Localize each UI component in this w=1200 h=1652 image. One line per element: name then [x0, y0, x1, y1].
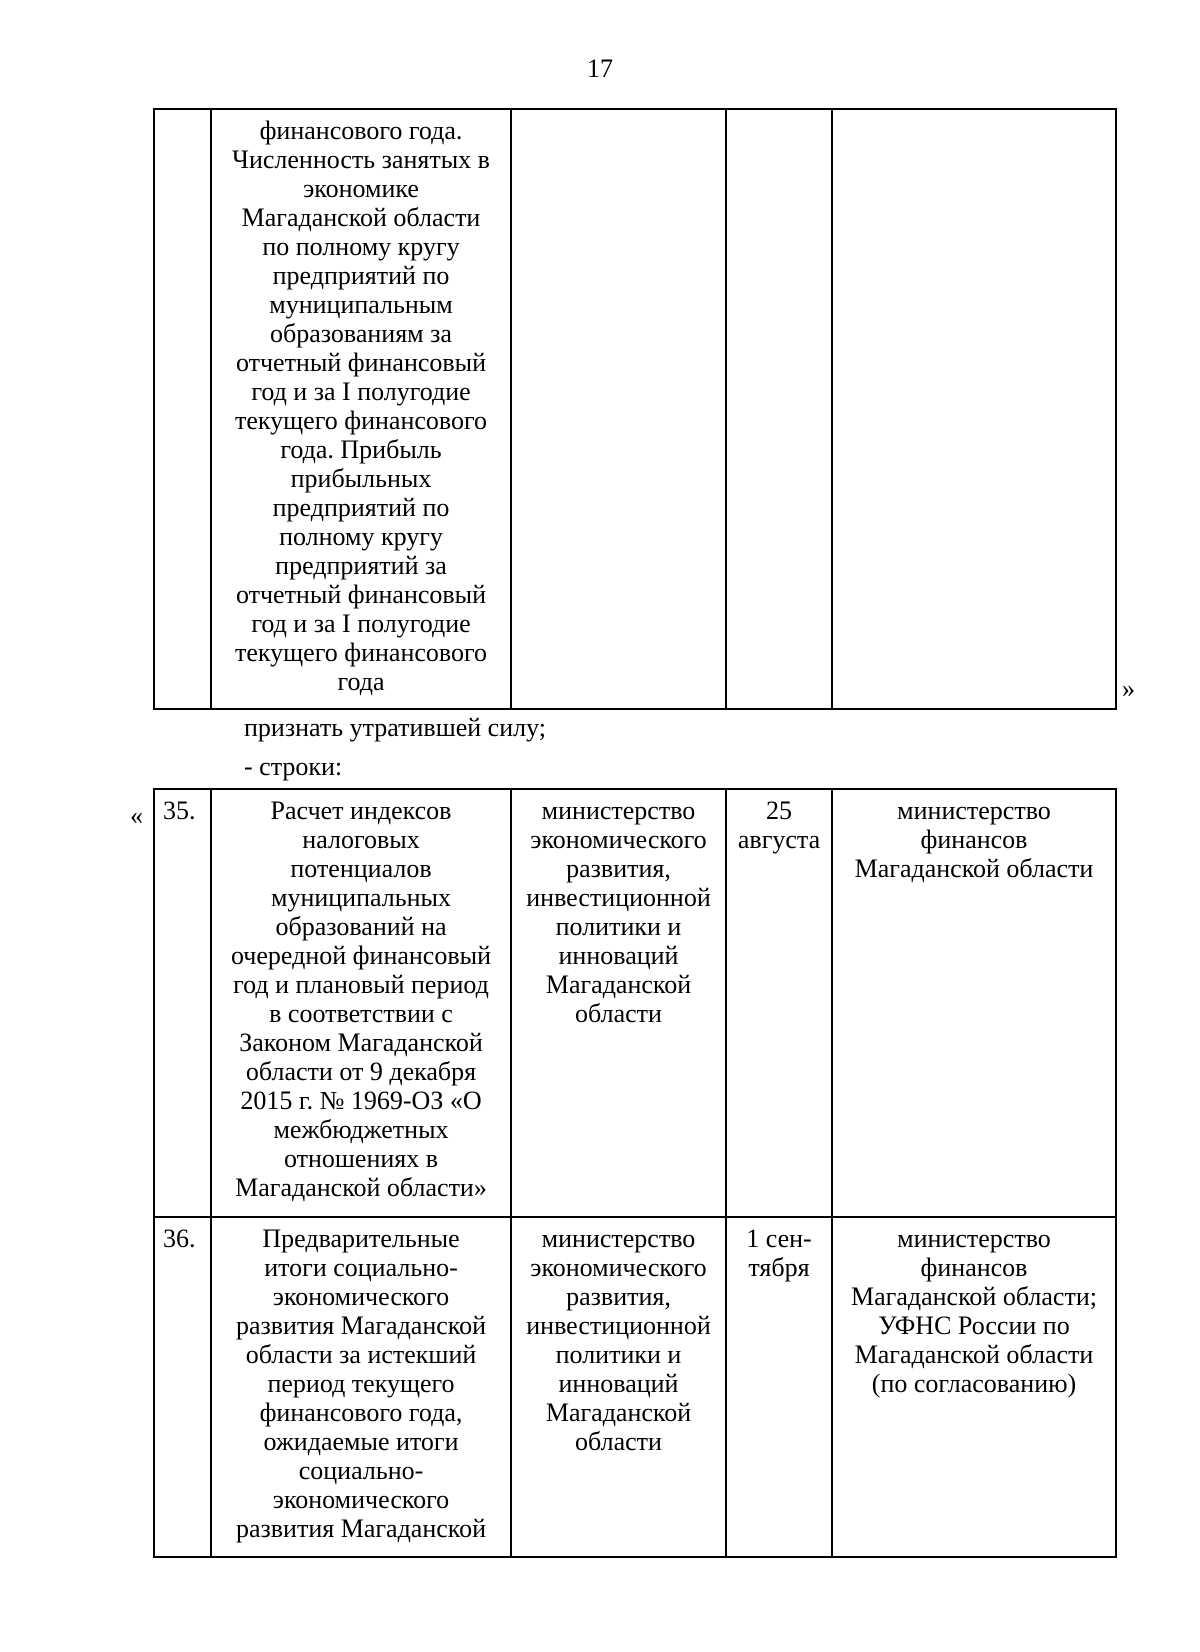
note-invalidate: признать утратившей силу;: [244, 713, 546, 742]
row-number-cell: 36.: [154, 1217, 211, 1557]
note-rows: - строки:: [244, 752, 343, 781]
deadline-cell: 25 августа: [726, 789, 832, 1217]
indicator-name-cell: финансового года. Численность занятых в экономике Магаданской области по полному кругу предприятий по муниципальным образованиям за отчетный финансовый год и за I полугодие текущего финансового года. Прибыль прибыльных предприятий по полному кругу предприятий за отчетный финансовый год и за I полугодие текущего финансового года: [211, 109, 511, 709]
new-rows-table: [153, 788, 1117, 1558]
table-row: [154, 789, 1116, 1217]
recipient-cell: [832, 109, 1116, 709]
deadline-cell: [726, 109, 832, 709]
deadline-cell: 1 сен- тября: [726, 1217, 832, 1557]
indicator-name-cell: Предварительные итоги социально- экономического развития Магаданской области за истекший период текущего финансового года, ожидаемые итоги социально- экономического развития Магаданской: [211, 1217, 511, 1557]
row-number-cell: [154, 109, 211, 709]
responsible-cell: [511, 109, 726, 709]
recipient-cell: министерство финансов Магаданской области: [832, 789, 1116, 1217]
indicator-name-cell: Расчет индексов налоговых потенциалов муниципальных образований на очередной финансовый год и плановый период в соответствии с Законом Магаданской области от 9 декабря 2015 г. № 1969-ОЗ «О межбюджетных отношениях в Магаданской области»: [211, 789, 511, 1217]
closing-quote: »: [1122, 674, 1135, 703]
recipient-cell: министерство финансов Магаданской области; УФНС России по Магаданской области (по согласованию): [832, 1217, 1116, 1557]
opening-quote: «: [130, 801, 143, 830]
table-row: [154, 109, 1116, 709]
continued-table: [153, 108, 1117, 710]
page-number: 17: [587, 54, 613, 83]
row-number-cell: 35.: [154, 789, 211, 1217]
responsible-cell: министерство экономического развития, инвестиционной политики и инноваций Магаданской области: [511, 1217, 726, 1557]
table-row: [154, 1217, 1116, 1557]
responsible-cell: министерство экономического развития, инвестиционной политики и инноваций Магаданской области: [511, 789, 726, 1217]
